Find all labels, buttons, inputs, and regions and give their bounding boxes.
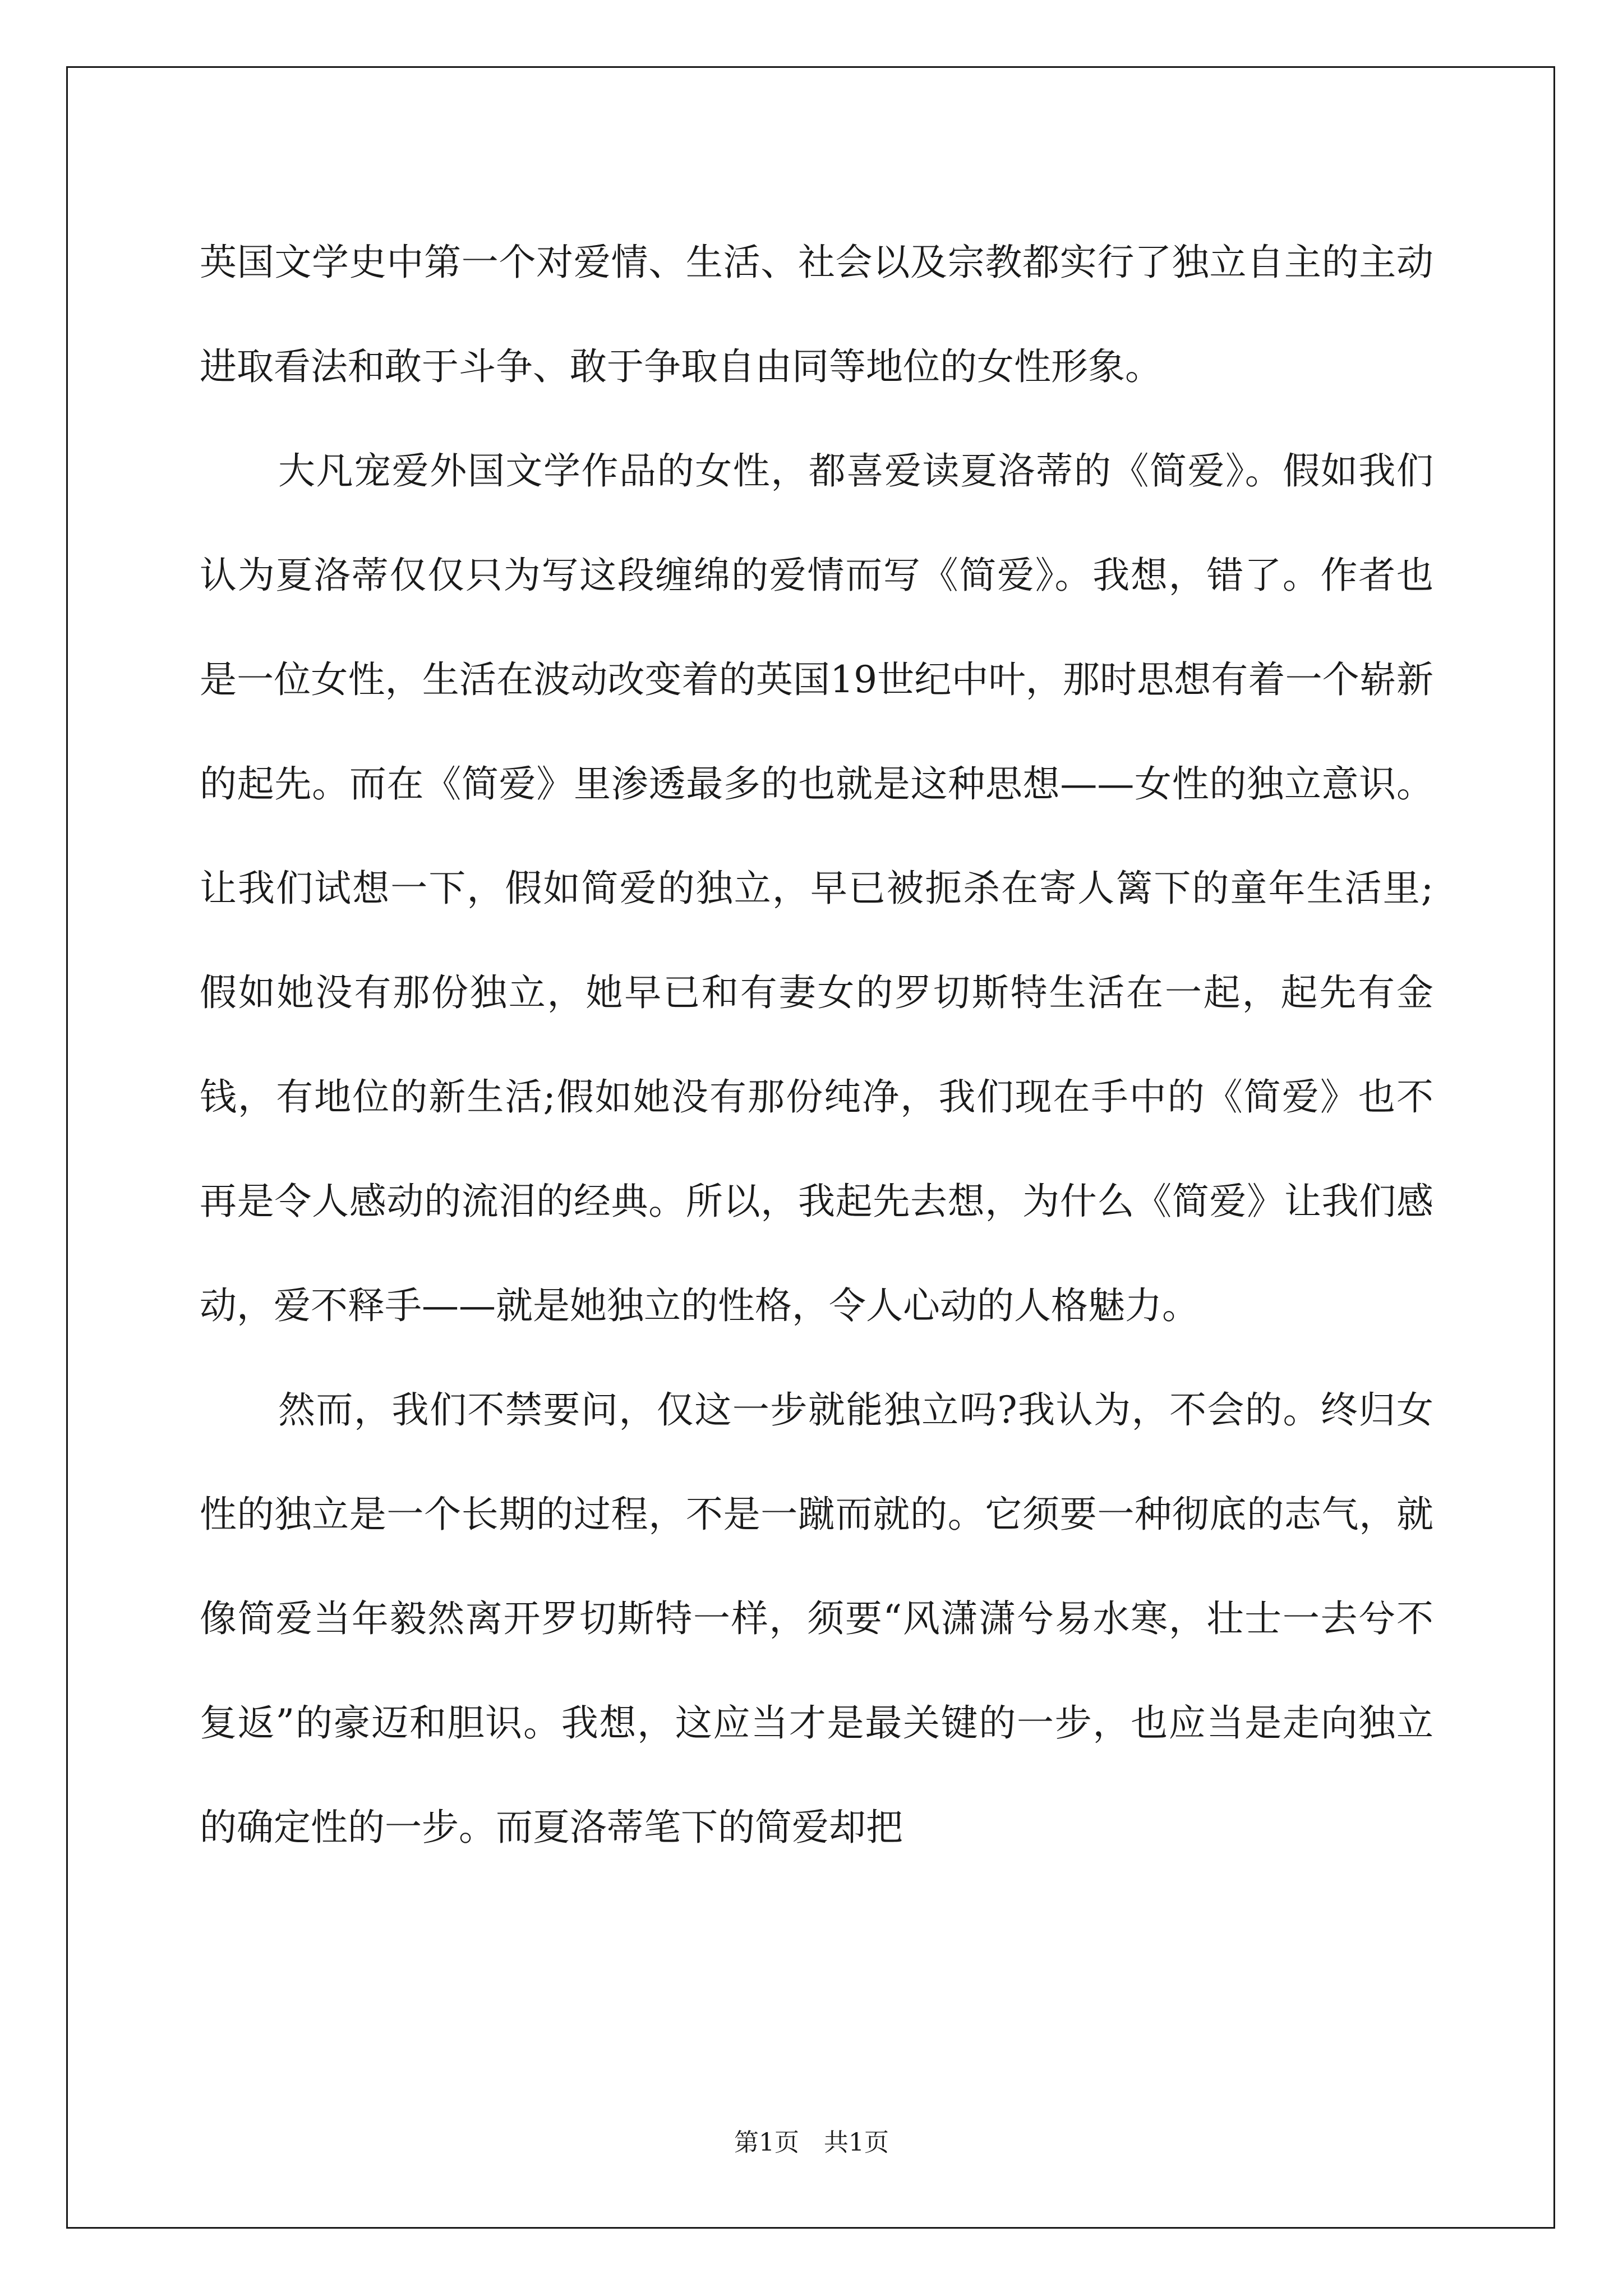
paragraph-2: 大凡宠爱外国文学作品的女性，都喜爱读夏洛蒂的《简爱》。假如我们认为夏洛蒂仅仅只为写这段缠绵的爱情而写《简爱》。我想，错了。作者也是一位女性，生活在波动改变着的英国19世纪中叶，那时思想有着一个崭新的起先。而在《简爱》里渗透最多的也就是这种思想——女性的独立意识。让我们试想一下，假如简爱的独立，早已被扼杀在寄人篱下的童年生活里;假如她没有那份独立，她早已和有妻女的罗切斯特生活在一起，起先有金钱，有地位的新生活;假如她没有那份纯净，我们现在手中的《简爱》也不再是令人感动的流泪的经典。所以，我起先去想，为什么《简爱》让我们感动，爱不释手——就是她独立的性格，令人心动的人格魅力。 xyxy=(200,449,1433,1327)
paragraph-3: 然而，我们不禁要问，仅这一步就能独立吗?我认为，不会的。终归女性的独立是一个长期的过程，不是一蹴而就的。它须要一种彻底的志气，就像简爱当年毅然离开罗切斯特一样，须要“风潇潇兮易水寒，壮士一去兮不复返”的豪迈和胆识。我想，这应当才是最关键的一步，也应当是走向独立的确定性的一步。而夏洛蒂笔下的简爱却把 xyxy=(200,1388,1433,1849)
document-body xyxy=(200,210,1433,1880)
page-footer: 第1页 共1页 xyxy=(734,2128,889,2157)
paragraph-1: 英国文学史中第一个对爱情、生活、社会以及宗教都实行了独立自主的主动进取看法和敢于斗争、敢于争取自由同等地位的女性形象。 xyxy=(200,241,1433,388)
